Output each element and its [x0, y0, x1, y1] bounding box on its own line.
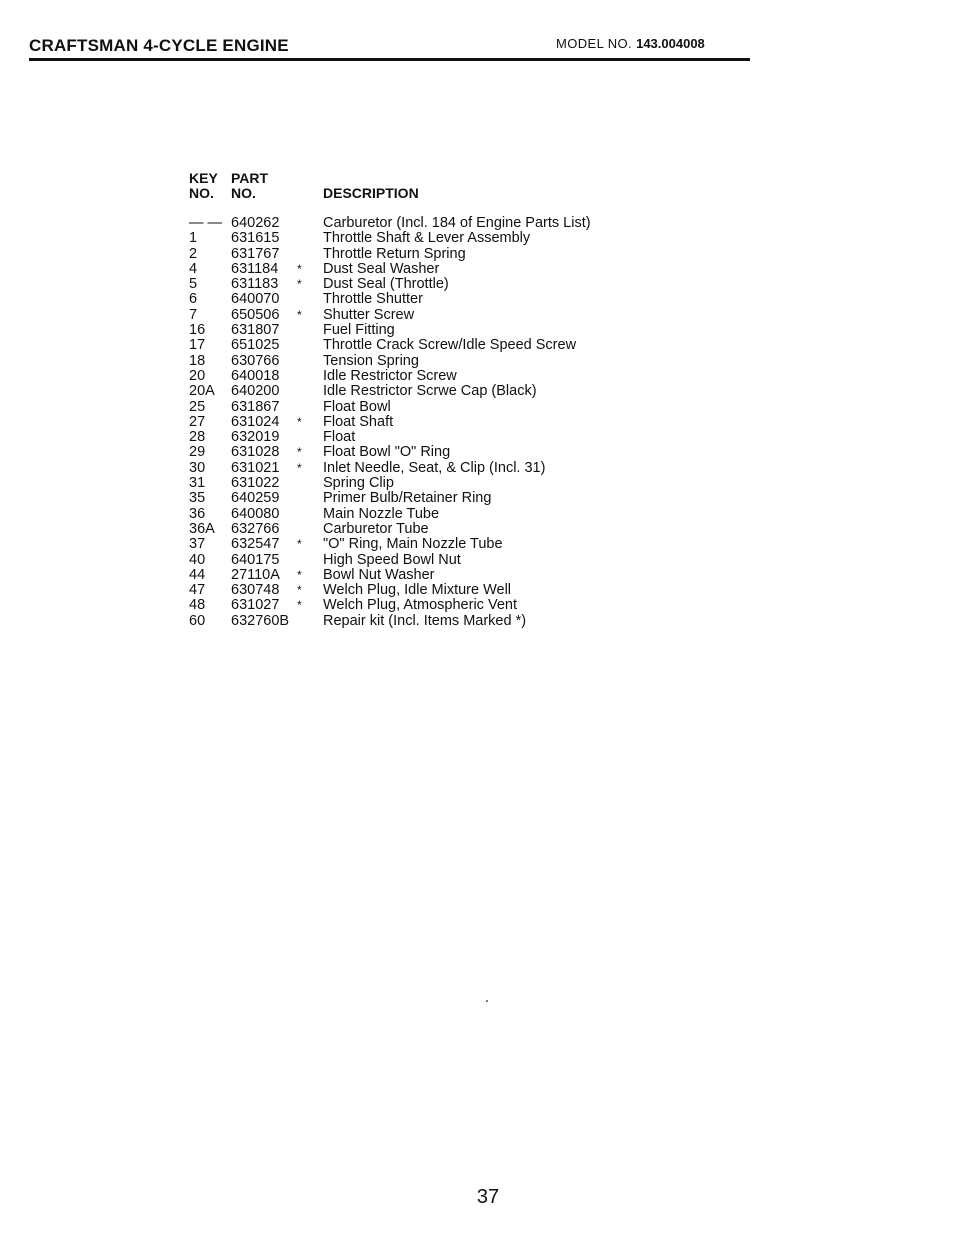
key-number: 16: [189, 322, 206, 339]
part-number: 631183: [231, 276, 279, 293]
parts-row: [189, 262, 749, 277]
repair-kit-mark: *: [297, 414, 302, 429]
part-number: 631027: [231, 597, 280, 614]
part-number: 631024: [231, 413, 280, 430]
repair-kit-mark: *: [297, 261, 302, 276]
part-description: Spring Clip: [323, 475, 394, 492]
part-description: Throttle Return Spring: [323, 245, 466, 262]
key-number: — —: [189, 215, 223, 231]
parts-list: [189, 216, 749, 629]
part-description: Carburetor (Incl. 184 of Engine Parts List): [323, 215, 591, 231]
repair-kit-mark: *: [297, 567, 302, 582]
parts-row: [189, 491, 749, 506]
parts-row: [189, 292, 749, 307]
repair-kit-mark: *: [297, 583, 302, 598]
part-number: 630766: [231, 352, 280, 369]
key-number: 4: [189, 260, 198, 277]
parts-row: [189, 323, 749, 338]
parts-row: [189, 354, 749, 369]
header-divider: [29, 58, 750, 61]
document-title: CRAFTSMAN 4-CYCLE ENGINE: [29, 36, 289, 55]
part-column-header-top: PART: [231, 170, 269, 186]
part-number: 632760B: [231, 612, 290, 629]
part-number: 640175: [231, 551, 280, 568]
part-description: Fuel Fitting: [323, 322, 395, 339]
part-description: Shutter Screw: [323, 306, 415, 323]
parts-row: [189, 507, 749, 522]
repair-kit-mark: *: [297, 307, 302, 322]
key-number: 47: [189, 582, 206, 599]
part-description: Float: [323, 429, 356, 446]
part-number: 631615: [231, 230, 280, 247]
key-number: 7: [189, 306, 198, 323]
part-description: "O" Ring, Main Nozzle Tube: [323, 536, 503, 553]
parts-row: [189, 277, 749, 292]
part-description: Tension Spring: [323, 352, 419, 369]
part-description: Dust Seal Washer: [323, 260, 440, 277]
part-number: 631022: [231, 475, 280, 492]
part-description: Float Bowl: [323, 398, 391, 415]
part-number: 27110A: [231, 566, 280, 583]
key-number: 29: [189, 444, 206, 461]
key-number: 2: [189, 245, 198, 262]
key-number: 28: [189, 429, 206, 446]
part-description: Welch Plug, Atmospheric Vent: [323, 597, 517, 614]
model-number-label: [556, 36, 705, 51]
part-description: Throttle Shaft & Lever Assembly: [323, 230, 531, 247]
key-column-header-bottom: NO.: [189, 185, 214, 201]
repair-kit-mark: *: [297, 445, 302, 460]
key-number: 60: [189, 612, 206, 629]
parts-row: [189, 614, 749, 629]
key-number: 48: [189, 597, 206, 614]
parts-row: [189, 522, 749, 537]
parts-row: [189, 445, 749, 460]
model-label: MODEL NO.: [556, 36, 633, 51]
part-number: 640262: [231, 215, 280, 231]
key-number: 31: [189, 475, 206, 492]
parts-row: [189, 537, 749, 552]
repair-kit-mark: *: [297, 537, 302, 552]
part-number: 640018: [231, 367, 280, 384]
part-number: 631184: [231, 260, 279, 277]
part-description: Idle Restrictor Scrwe Cap (Black): [323, 383, 537, 400]
key-number: 20A: [189, 383, 215, 400]
part-number: 631767: [231, 245, 280, 262]
key-number: 20: [189, 367, 206, 384]
part-description: Float Bowl "O" Ring: [323, 444, 451, 461]
part-description: Primer Bulb/Retainer Ring: [323, 490, 492, 507]
key-number: 30: [189, 459, 206, 476]
parts-row: [189, 308, 749, 323]
parts-row: [189, 476, 749, 491]
parts-row: [189, 400, 749, 415]
part-number: 631807: [231, 322, 280, 339]
parts-row: [189, 415, 749, 430]
part-column-header-bottom: NO.: [231, 185, 256, 201]
part-number: 631021: [231, 459, 280, 476]
part-description: Main Nozzle Tube: [323, 505, 440, 522]
repair-kit-mark: *: [297, 598, 302, 613]
key-number: 17: [189, 337, 206, 354]
part-description: High Speed Bowl Nut: [323, 551, 461, 568]
parts-row: [189, 384, 749, 399]
key-number: 27: [189, 413, 206, 430]
key-number: 25: [189, 398, 206, 415]
part-number: 650506: [231, 306, 280, 323]
key-number: 37: [189, 536, 206, 553]
key-number: 40: [189, 551, 206, 568]
parts-row: [189, 568, 749, 583]
part-description: Inlet Needle, Seat, & Clip (Incl. 31): [323, 459, 546, 476]
key-number: 18: [189, 352, 206, 369]
parts-row: [189, 247, 749, 262]
part-description: Welch Plug, Idle Mixture Well: [323, 582, 512, 599]
part-number: 640080: [231, 505, 280, 522]
key-column-header-top: KEY: [189, 170, 218, 186]
key-number: 35: [189, 490, 206, 507]
key-number: 1: [189, 230, 198, 247]
part-description: Bowl Nut Washer: [323, 566, 435, 583]
key-number: 44: [189, 566, 206, 583]
part-description: Repair kit (Incl. Items Marked *): [323, 612, 527, 629]
parts-row: [189, 553, 749, 568]
part-number: 632019: [231, 429, 280, 446]
parts-row: [189, 430, 749, 445]
parts-row: [189, 583, 749, 598]
part-number: 632766: [231, 520, 280, 537]
parts-row: [189, 369, 749, 384]
parts-row: [189, 338, 749, 353]
parts-row: [189, 461, 749, 476]
key-number: 36A: [189, 520, 215, 537]
part-number: 640259: [231, 490, 280, 507]
part-number: 630748: [231, 582, 280, 599]
description-column-header: DESCRIPTION: [323, 185, 419, 201]
part-description: Float Shaft: [323, 413, 394, 430]
key-number: 6: [189, 291, 198, 308]
parts-row: [189, 216, 749, 231]
repair-kit-mark: *: [297, 277, 302, 292]
part-description: Dust Seal (Throttle): [323, 276, 449, 293]
repair-kit-mark: *: [297, 460, 302, 475]
part-number: 640070: [231, 291, 280, 308]
key-number: 5: [189, 276, 198, 293]
page-number: 37: [476, 1186, 500, 1208]
part-description: Carburetor Tube: [323, 520, 429, 537]
part-description: Idle Restrictor Screw: [323, 367, 457, 384]
part-description: Throttle Shutter: [323, 291, 423, 308]
part-number: 632547: [231, 536, 280, 553]
scan-speck: [486, 1000, 488, 1002]
part-number: 631028: [231, 444, 280, 461]
part-number: 631867: [231, 398, 280, 415]
model-number: 143.004008: [636, 36, 705, 51]
part-description: Throttle Crack Screw/Idle Speed Screw: [323, 337, 577, 354]
part-number: 651025: [231, 337, 280, 354]
key-number: 36: [189, 505, 206, 522]
parts-row: [189, 598, 749, 613]
part-number: 640200: [231, 383, 280, 400]
parts-row: [189, 231, 749, 246]
